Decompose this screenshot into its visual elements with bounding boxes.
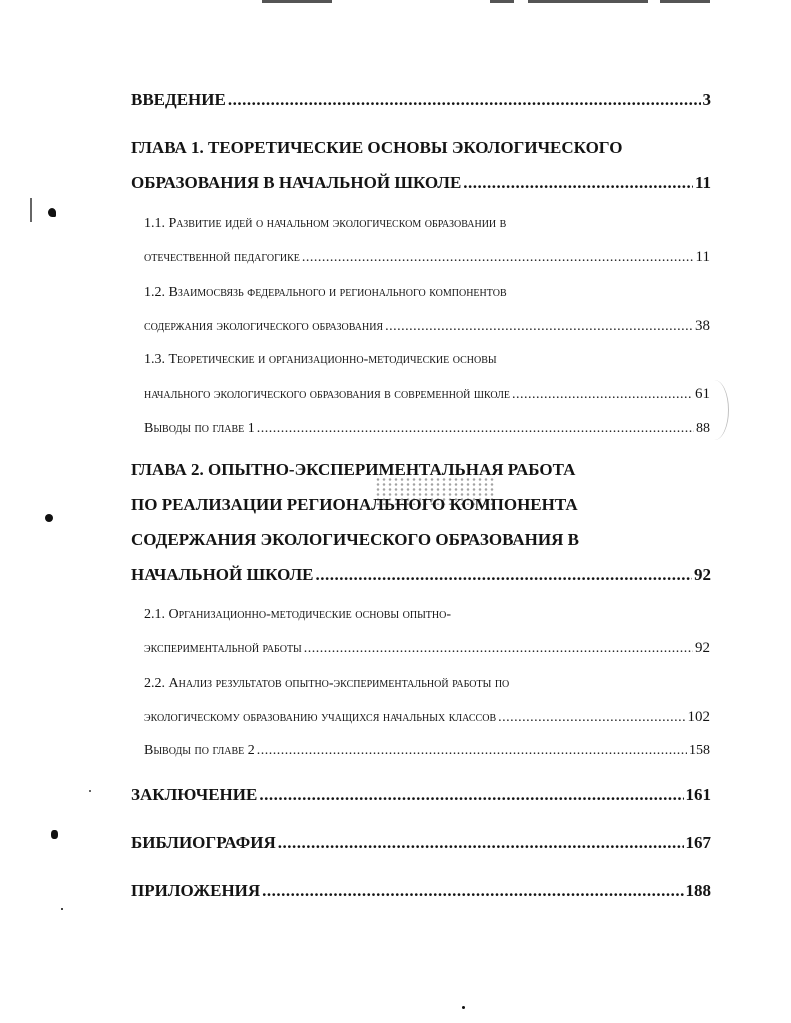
toc-entry-label: экологическому образованию учащихся начальных классов bbox=[144, 710, 497, 725]
leader-dots bbox=[315, 565, 692, 585]
scan-mark bbox=[490, 0, 514, 3]
toc-entry-section-1-2 bbox=[144, 318, 710, 335]
toc-page-number: 158 bbox=[689, 743, 710, 758]
toc-entry-label: Выводы по главе 1 bbox=[144, 421, 255, 436]
toc-entry-label: БИБЛИОГРАФИЯ bbox=[131, 833, 276, 852]
section-1-3-title-line-1: 1.3. Теоретические и организационно-методические основы bbox=[144, 352, 497, 367]
section-1-2-title-line-1: 1.2. Взаимосвязь федерального и регионального компонентов bbox=[144, 285, 507, 300]
toc-page-number: 188 bbox=[685, 881, 711, 900]
toc-page-number: 92 bbox=[695, 640, 710, 656]
leader-dots bbox=[257, 743, 687, 759]
leader-dots bbox=[259, 785, 683, 805]
chapter-2-title-line-1: ГЛАВА 2. ОПЫТНО-ЭКСПЕРИМЕНТАЛЬНАЯ РАБОТА bbox=[131, 460, 576, 479]
leader-dots bbox=[257, 421, 694, 437]
scan-speck bbox=[48, 208, 56, 217]
toc-entry-section-1-3 bbox=[144, 386, 710, 403]
scan-speck bbox=[61, 908, 63, 910]
toc-page-number: 61 bbox=[695, 386, 710, 402]
chapter-2-title-line-2: ПО РЕАЛИЗАЦИИ РЕГИОНАЛЬНОГО КОМПОНЕНТА bbox=[131, 495, 578, 514]
toc-page-number: 161 bbox=[685, 785, 711, 804]
toc-entry-chapter-1 bbox=[131, 173, 711, 193]
toc-entry-label: НАЧАЛЬНОЙ ШКОЛЕ bbox=[131, 565, 314, 584]
toc-entry-bibliography bbox=[131, 833, 711, 853]
toc-entry-conclusions-2 bbox=[144, 743, 710, 759]
toc-page-number: 38 bbox=[695, 318, 710, 334]
toc-entry-section-2-2 bbox=[144, 709, 710, 726]
toc-entry-label: ВВЕДЕНИЕ bbox=[131, 90, 226, 109]
leader-dots bbox=[278, 833, 684, 853]
scan-mark bbox=[262, 0, 332, 3]
toc-page-number: 11 bbox=[695, 249, 710, 265]
scan-mark bbox=[660, 0, 710, 3]
toc-entry-label: отечественной педагогике bbox=[144, 250, 300, 265]
scan-mark bbox=[30, 198, 32, 222]
scan-speck bbox=[51, 830, 58, 839]
toc-page-number: 92 bbox=[694, 565, 711, 584]
leader-dots bbox=[304, 641, 693, 657]
toc-entry-label: экспериментальной работы bbox=[144, 641, 302, 656]
scan-speck bbox=[89, 790, 91, 792]
toc-page-number: 88 bbox=[696, 421, 710, 436]
leader-dots bbox=[385, 319, 693, 335]
section-1-1-title-line-1: 1.1. Развитие идей о начальном экологическом образовании в bbox=[144, 216, 507, 231]
leader-dots bbox=[512, 387, 693, 403]
leader-dots bbox=[302, 250, 694, 266]
toc-entry-chapter-2 bbox=[131, 565, 711, 585]
scan-mark bbox=[528, 0, 648, 3]
toc-entry-conclusions-1 bbox=[144, 421, 710, 437]
toc-entry-label: начального экологического образования в современной школе bbox=[144, 387, 511, 402]
toc-entry-intro bbox=[131, 90, 711, 110]
leader-dots bbox=[228, 90, 701, 110]
toc-entry-label: содержания экологического образования bbox=[144, 319, 384, 334]
section-2-1-title-line-1: 2.1. Организационно-методические основы опытно- bbox=[144, 607, 451, 622]
toc-page-number: 3 bbox=[702, 90, 711, 109]
toc-page-number: 167 bbox=[685, 833, 711, 852]
toc-entry-section-2-1 bbox=[144, 640, 710, 657]
leader-dots bbox=[498, 710, 685, 726]
scan-speck bbox=[462, 1006, 465, 1009]
toc-entry-label: ЗАКЛЮЧЕНИЕ bbox=[131, 785, 258, 804]
toc-page-number: 102 bbox=[687, 709, 710, 725]
scan-speck bbox=[45, 514, 53, 522]
section-2-2-title-line-1: 2.2. Анализ результатов опытно-экспериментальной работы по bbox=[144, 676, 510, 691]
chapter-1-title-line-1: ГЛАВА 1. ТЕОРЕТИЧЕСКИЕ ОСНОВЫ ЭКОЛОГИЧЕСКОГО bbox=[131, 138, 623, 157]
toc-entry-appendices bbox=[131, 881, 711, 901]
chapter-2-title-line-3: СОДЕРЖАНИЯ ЭКОЛОГИЧЕСКОГО ОБРАЗОВАНИЯ В bbox=[131, 530, 579, 549]
toc-entry-label: ОБРАЗОВАНИЯ В НАЧАЛЬНОЙ ШКОЛЕ bbox=[131, 173, 462, 192]
toc-entry-label: Выводы по главе 2 bbox=[144, 743, 255, 758]
leader-dots bbox=[463, 173, 693, 193]
toc-page-number: 11 bbox=[694, 173, 711, 192]
toc-entry-conclusion bbox=[131, 785, 711, 805]
toc-entry-section-1-1 bbox=[144, 249, 710, 266]
leader-dots bbox=[262, 881, 683, 901]
toc-entry-label: ПРИЛОЖЕНИЯ bbox=[131, 881, 261, 900]
